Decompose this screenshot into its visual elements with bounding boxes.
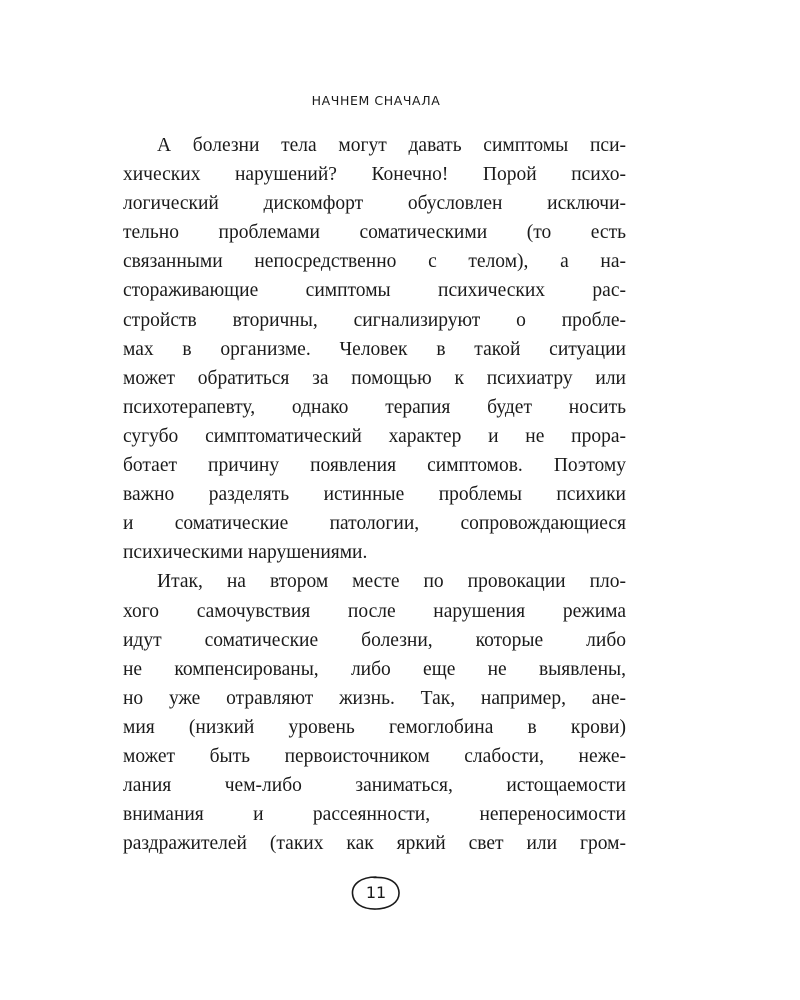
body-text: [123, 131, 626, 858]
text-line: не компенсированы, либо еще не выявлены,: [123, 658, 626, 680]
text-line: идут соматические болезни, которые либо: [123, 629, 626, 651]
text-line: связанными непосредственно с телом), а на-: [123, 251, 626, 273]
text-line: А болезни тела могут давать симптомы пси-: [157, 135, 626, 156]
text-line: Итак, на втором месте по провокации пло-: [157, 571, 626, 593]
text-line: хических нарушений? Конечно! Порой психо-: [123, 164, 626, 186]
text-line: мия (низкий уровень гемоглобина в крови): [123, 716, 626, 738]
text-line: важно разделять истинные проблемы психики: [123, 484, 626, 506]
text-line: стройств вторичны, сигнализируют о пробле-: [123, 309, 626, 331]
text-line: лания чем-либо заниматься, истощаемости: [123, 775, 626, 797]
text-line: стораживающие симптомы психических рас-: [123, 280, 626, 302]
text-line: мах в организме. Человек в такой ситуации: [123, 338, 626, 360]
text-line: психическими нарушениями.: [123, 542, 368, 564]
text-line: логический дискомфорт обусловлен исключи-: [123, 193, 626, 215]
page-number-badge: [349, 874, 403, 912]
text-line: ботает причину появления симптомов. Поэтому: [123, 455, 626, 477]
text-line: хого самочувствия после нарушения режима: [123, 600, 626, 622]
text-line: внимания и рассеянности, непереносимости: [123, 804, 626, 826]
text-line: но уже отравляют жизнь. Так, например, ане-: [123, 687, 626, 709]
text-line: сугубо симптоматический характер и не прора-: [123, 425, 626, 447]
text-line: тельно проблемами соматическими (то есть: [123, 222, 626, 244]
text-line: психотерапевту, однако терапия будет носить: [123, 396, 626, 418]
text-line: раздражителей (таких как яркий свет или гром-: [123, 833, 626, 855]
paragraph-1: [123, 131, 626, 567]
paragraph-2: [123, 567, 626, 858]
page-number: 11: [365, 883, 387, 902]
running-head: НАЧНЕМ СНАЧАЛА: [311, 93, 441, 108]
text-line: и соматические патологии, сопровождающиеся: [123, 513, 626, 535]
text-line: может обратиться за помощью к психиатру или: [123, 367, 626, 389]
text-line: может быть первоисточником слабости, неже-: [123, 745, 626, 767]
